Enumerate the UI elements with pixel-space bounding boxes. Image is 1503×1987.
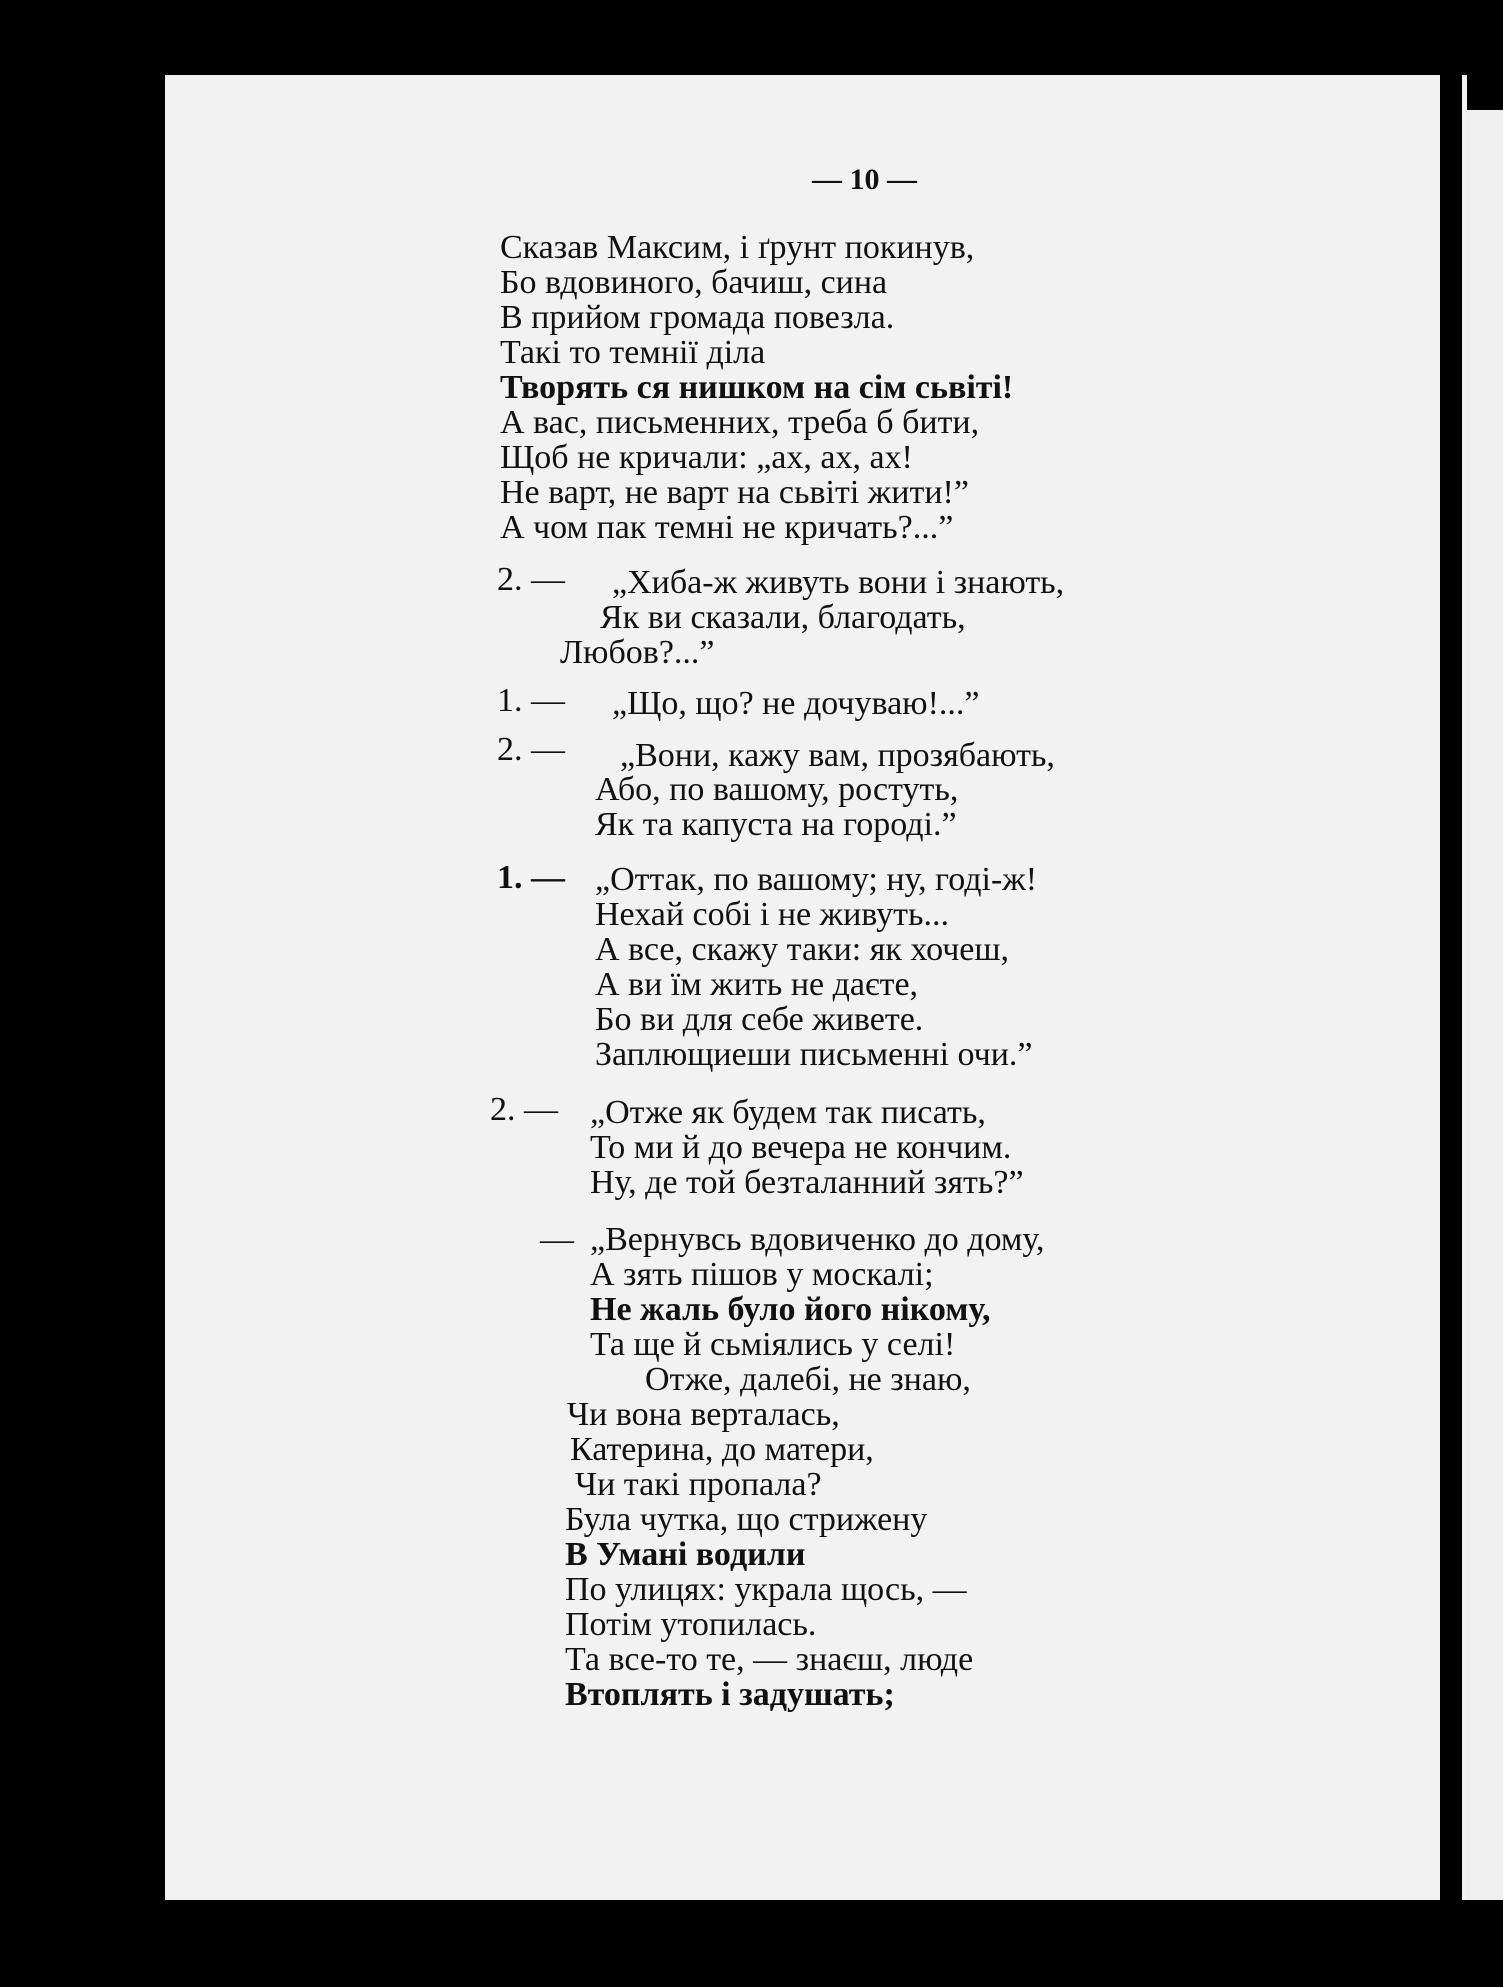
speaker-label: 2. — xyxy=(490,1091,558,1128)
speech-line: А все, скажу таки: як хочеш, xyxy=(595,931,1010,968)
speech-line: Отже, далебі, не знаю, xyxy=(645,1361,971,1398)
speech-line: Та ще й сьміялись у селі! xyxy=(590,1326,956,1363)
speaker-label: — xyxy=(540,1221,574,1258)
stanza-line: А вас, письменних, треба б бити, xyxy=(500,404,980,441)
speech-line: „Хиба-ж живуть вони і знають, xyxy=(612,564,1065,601)
stanza-line: Щоб не кричали: „ах, ах, ах! xyxy=(500,439,913,476)
speaker-label: 1. — xyxy=(497,682,565,719)
speech-line: А зять пішов у москалі; xyxy=(590,1256,934,1293)
speech-line: Або, по вашому, ростуть, xyxy=(595,771,959,808)
speech-line: Втоплять і задушать; xyxy=(565,1676,895,1713)
speech-line: А ви їм жить не даєте, xyxy=(595,966,919,1003)
speech-line: В Умані водили xyxy=(565,1536,806,1573)
speech-line: Не жаль було його нікому, xyxy=(590,1291,991,1328)
speech-line: Чи вона верталась, xyxy=(567,1396,840,1433)
speech-line: Ну, де той безталанний зять?” xyxy=(590,1164,1024,1201)
speech-line: Чи такі пропала? xyxy=(575,1466,822,1503)
speech-line: Була чутка, що стрижену xyxy=(565,1501,928,1538)
stanza-line: Творять ся нишком на сім сьвіті! xyxy=(500,369,1014,406)
stanza-line: Такі то темнії діла xyxy=(500,334,766,371)
speech-line: Катерина, до матери, xyxy=(570,1431,874,1468)
stanza-line: В прийом громада повезла. xyxy=(500,299,895,336)
speech-line: Як ви сказали, благодать, xyxy=(600,599,966,636)
speech-line: Як та капуста на городі.” xyxy=(595,806,957,843)
speech-line: „Оттак, по вашому; ну, годі-ж! xyxy=(595,861,1038,898)
speech-line: Любов?...” xyxy=(560,634,715,671)
page-number: — 10 — xyxy=(812,163,917,196)
stanza-line: Бо вдовиного, бачиш, сина xyxy=(500,264,888,301)
speaker-label: 1. — xyxy=(497,859,565,896)
speaker-label: 2. — xyxy=(497,731,565,768)
stanza-line: А чом пак темні не кричать?...” xyxy=(500,509,954,546)
speech-line: Потім утопилась. xyxy=(565,1606,817,1643)
speech-line: „Що, що? не дочуваю!...” xyxy=(612,685,980,722)
page-gutter xyxy=(1440,75,1462,1900)
speech-line: „Вони, кажу вам, прозябають, xyxy=(620,737,1055,774)
adjacent-page-edge xyxy=(1466,110,1503,1900)
speech-line: Заплющиеши письменні очи.” xyxy=(595,1036,1033,1073)
stanza-line: Не варт, не варт на сьвіті жити!” xyxy=(500,474,969,511)
speaker-label: 2. — xyxy=(497,561,565,598)
speech-line: „Вернувсь вдовиченко до дому, xyxy=(590,1221,1045,1258)
stanza-line: Сказав Максим, і ґрунт покинув, xyxy=(500,229,975,266)
speech-line: „Отже як будем так писать, xyxy=(590,1094,986,1131)
speech-line: То ми й до вечера не кончим. xyxy=(590,1129,1012,1166)
speech-line: По улицях: украла щось, — xyxy=(565,1571,967,1608)
speech-line: Та все-то те, — знаєш, люде xyxy=(565,1641,974,1678)
speech-line: Бо ви для себе живете. xyxy=(595,1001,924,1038)
speech-line: Нехай собі і не живуть... xyxy=(595,896,950,933)
